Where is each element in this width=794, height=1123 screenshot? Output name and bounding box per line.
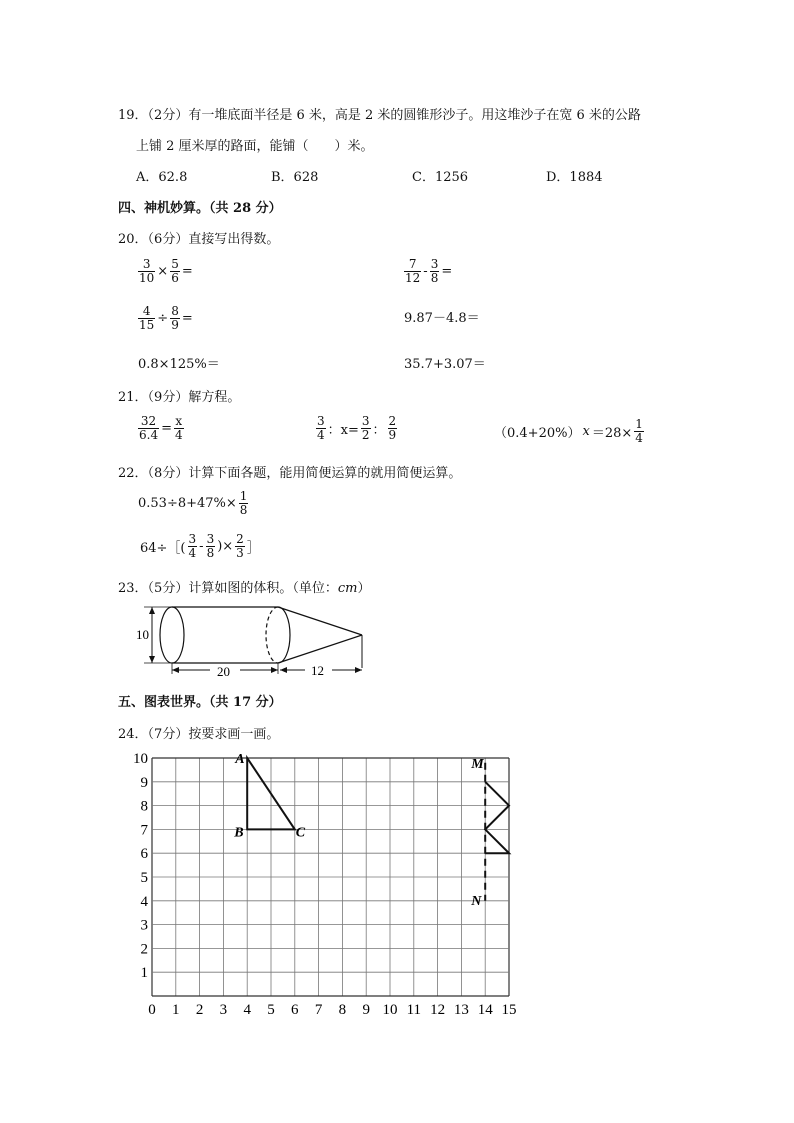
q20-expr-6: 35.7+3.07＝	[404, 357, 486, 372]
fraction: $\frac{4}{15}$	[139, 304, 155, 332]
q21-equation-2: $\frac{3}{4}$ ：x= $\frac{3}{2}$ ： $\frac{2}{9}$	[317, 414, 397, 442]
y-tick-label: 9	[140, 774, 148, 791]
grid-lines	[152, 758, 509, 996]
q20-header: 20．（6分）直接写出得数。	[118, 232, 280, 247]
coordinate-grid	[130, 748, 530, 1018]
q19-line2: 上铺 2 厘米厚的路面，能铺（ ）米。	[136, 139, 374, 154]
x-tick-label: 14	[477, 1002, 493, 1018]
x-tick-label: 0	[148, 1002, 156, 1018]
fraction: $\frac{5}{6}$	[171, 257, 179, 285]
label-length: 20	[217, 664, 230, 679]
q22-header: 22．（8分）计算下面各题，能用简便运算的就用简便运算。	[118, 466, 462, 481]
point-label-m: M	[471, 757, 484, 772]
q19-option-c: C．1256	[412, 170, 469, 185]
q23-header: 23．（5分）计算如图的体积。（单位：cm）	[118, 581, 371, 596]
q19-line1: 19．（2分）有一堆底面半径是 6 米，高是 2 米的圆锥形沙子。用这堆沙子在宽 6 米的公路	[118, 108, 641, 123]
point-label-n: N	[471, 893, 482, 909]
cylinder-cone-figure	[130, 600, 380, 680]
q19-option-d: D．1884	[546, 170, 603, 185]
fraction: $\frac{x}{4}$	[175, 414, 183, 442]
q20-expr-2: $\frac{7}{12}$ - $\frac{3}{8}$ =	[405, 257, 453, 285]
point-label-c: C	[295, 825, 306, 841]
fraction: $\frac{3}{2}$	[361, 414, 370, 442]
q20-expr-3: $\frac{4}{15}$ ÷ $\frac{8}{9}$ =	[139, 304, 193, 332]
zigzag-shape	[485, 782, 509, 853]
q21-equation-3: （0.4+20%） x ＝28× $\frac{1}{4}$	[494, 417, 643, 445]
x-tick-label: 5	[267, 1002, 275, 1018]
x-tick-label: 13	[453, 1002, 469, 1018]
arrow-head	[172, 667, 179, 673]
x-tick-label: 9	[362, 1002, 370, 1018]
y-tick-label: 1	[140, 965, 148, 982]
fraction: $\frac{1}{8}$	[239, 489, 248, 517]
q21-header: 21．（9分）解方程。	[118, 390, 241, 405]
section-5-title: 五、图表世界。（共 17 分）	[118, 695, 282, 710]
section-4-title: 四、神机妙算。（共 28 分）	[118, 201, 282, 216]
arrow-head	[271, 667, 278, 673]
x-tick-label: 2	[195, 1002, 204, 1018]
fraction: $\frac{32}{6.4}$	[139, 414, 159, 442]
y-tick-label: 5	[140, 870, 148, 886]
label-cone-length: 12	[311, 663, 324, 678]
cone-top-edge	[278, 607, 362, 635]
fraction: $\frac{3}{8}$	[206, 532, 215, 560]
y-tick-label: 4	[140, 893, 148, 910]
x-tick-label: 12	[430, 1002, 446, 1018]
q22-problem-2: 64÷［( $\frac{3}{4}$ - $\frac{3}{8}$ )× $\frac{2}{3}$ ］	[140, 532, 260, 560]
y-tick-label: 2	[140, 941, 148, 958]
cylinder-left-base	[160, 607, 184, 663]
fraction: $\frac{3}{4}$	[317, 414, 325, 442]
q19-option-b: B．628	[271, 170, 319, 185]
q24-header: 24．（7分）按要求画一画。	[118, 727, 280, 742]
y-tick-label: 6	[140, 846, 148, 863]
q20-expr-1: $\frac{3}{10}$ × $\frac{5}{6}$ =	[139, 257, 193, 285]
cylinder-hidden-edge	[266, 607, 278, 663]
fraction: $\frac{2}{3}$	[236, 532, 244, 560]
label-diameter: 10	[136, 627, 149, 642]
point-label-b: B	[234, 825, 244, 841]
x-tick-label: 6	[291, 1002, 299, 1018]
x-tick-label: 4	[243, 1002, 251, 1018]
q19-option-a: A．62.8	[136, 170, 188, 185]
fraction: $\frac{8}{9}$	[171, 304, 179, 332]
fraction: $\frac{1}{4}$	[635, 417, 643, 445]
arrow-head	[149, 656, 155, 663]
y-tick-label: 7	[140, 822, 148, 839]
point-label-a: A	[235, 752, 245, 767]
cylinder-right-base	[278, 607, 290, 663]
arrow-head	[280, 667, 287, 673]
x-tick-label: 10	[382, 1002, 398, 1018]
arrow-head	[355, 667, 362, 673]
q22-problem-1: 0.53÷8+47%× $\frac{1}{8}$	[138, 489, 248, 517]
x-tick-label: 11	[406, 1002, 422, 1018]
fraction: $\frac{2}{9}$	[388, 414, 397, 442]
fraction: $\frac{3}{8}$	[430, 257, 439, 285]
fraction: $\frac{3}{4}$	[188, 532, 197, 560]
x-tick-label: 8	[338, 1002, 347, 1018]
y-tick-label: 10	[133, 751, 148, 767]
y-tick-label: 3	[140, 917, 148, 934]
x-tick-label: 3	[219, 1002, 228, 1018]
arrow-head	[149, 607, 155, 614]
x-tick-label: 7	[314, 1002, 323, 1018]
q20-expr-5: 0.8×125%＝	[138, 357, 220, 372]
axis-ticks	[133, 751, 517, 1018]
y-tick-label: 8	[140, 798, 148, 815]
fraction: $\frac{3}{10}$	[139, 257, 155, 285]
q20-expr-4: 9.87－4.8＝	[404, 311, 480, 326]
x-tick-label: 15	[501, 1002, 517, 1018]
x-tick-label: 1	[172, 1002, 180, 1018]
cone-bottom-edge	[278, 635, 362, 663]
q21-equation-1: $\frac{32}{6.4}$ = $\frac{x}{4}$	[139, 414, 183, 442]
fraction: $\frac{7}{12}$	[405, 257, 421, 285]
